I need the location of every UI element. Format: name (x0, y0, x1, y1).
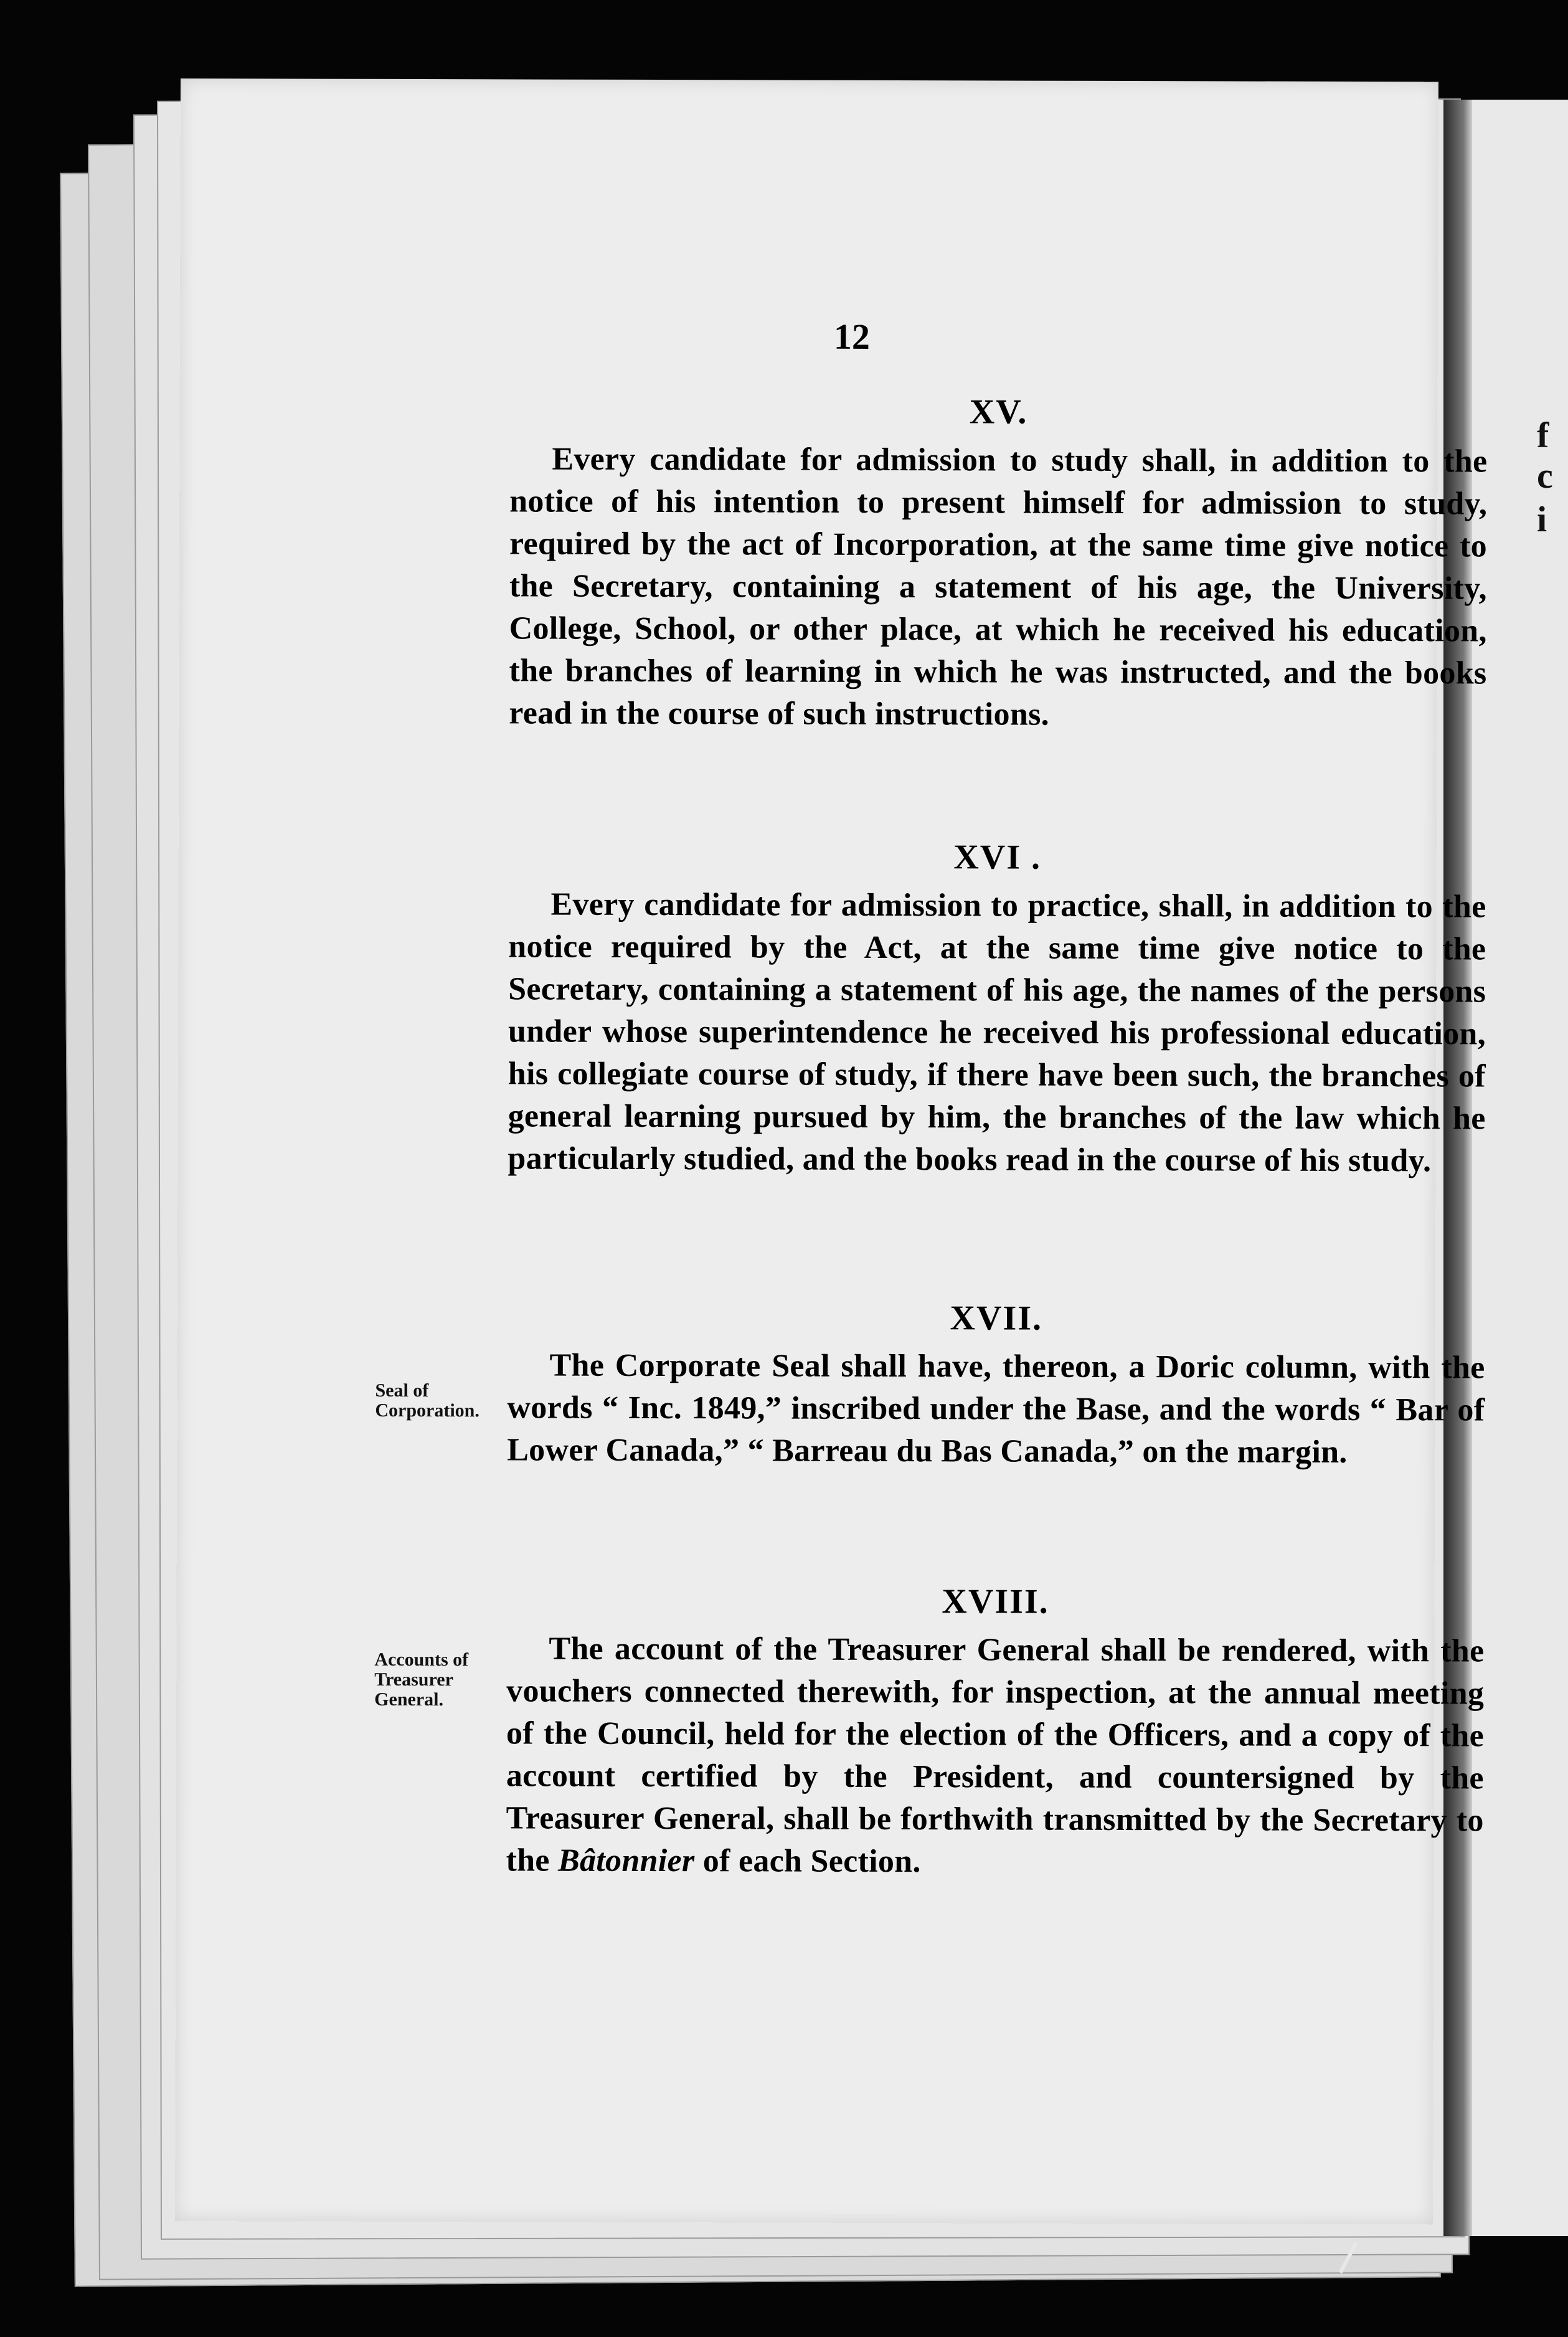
margin-note-seal: Seal of Corporation. (375, 1380, 479, 1421)
section-text-part: The account of the Treasurer General shall be rendered, with the vouchers connected therewith, for inspection, at the annual meeting of the Council, held for the election of the Officers, and a copy of the account certified by the President, and countersigned by the Treasurer General, shall be forthwith transmitted by the Secretary to the (506, 1631, 1485, 1879)
facing-page-fragment: f (1537, 415, 1549, 455)
section-heading: XVIII. (942, 1582, 1049, 1621)
section-xvii (507, 1297, 1485, 1474)
facing-page-fragment: i (1537, 499, 1547, 539)
section-text: The Corporate Seal shall have, thereon, a Doric column, with the words “ Inc. 1849,” inscribed under the Base, and the words “ Bar of Lower Canada,” “ Barreau du Bas Canada,” on the margin. (507, 1347, 1485, 1470)
section-xviii (506, 1580, 1484, 1884)
section-text-part: of each Section. (694, 1843, 921, 1880)
section-xv (509, 391, 1487, 737)
section-xvi (508, 836, 1486, 1182)
section-text: Every candidate for admission to practice, shall, in addition to the notice required by the Act, at the same time give notice to the Secretary, containing a statement of his age, the names of the persons under whose superintendence he received his professional education, his collegiate course of study, if there have been such, the branches of general learning pursued by him, the branches of the law which he particularly studied, and the books read in the course of his study. (508, 886, 1486, 1179)
document-page (175, 78, 1488, 2224)
page-number: 12 (833, 316, 871, 357)
facing-page-fragment: c (1537, 455, 1553, 496)
section-heading: XVI . (953, 838, 1042, 877)
italic-term: Bâtonnier (557, 1842, 695, 1879)
section-text (506, 1628, 1484, 1884)
section-heading: XV. (969, 392, 1028, 432)
section-heading: XVII. (950, 1299, 1043, 1338)
section-text: Every candidate for admission to study shall, in addition to the notice of his intention to present himself for admission to study, required by the act of Incorporation, at the same time give notice to the Secretary, containing a statement of his age, the University, College, School, or other place, at which he received his education, the branches of learning in which he was instructed, and the books read in the course of such instructions. (509, 441, 1488, 732)
margin-note-accounts: Accounts of Treasurer General. (374, 1649, 469, 1710)
